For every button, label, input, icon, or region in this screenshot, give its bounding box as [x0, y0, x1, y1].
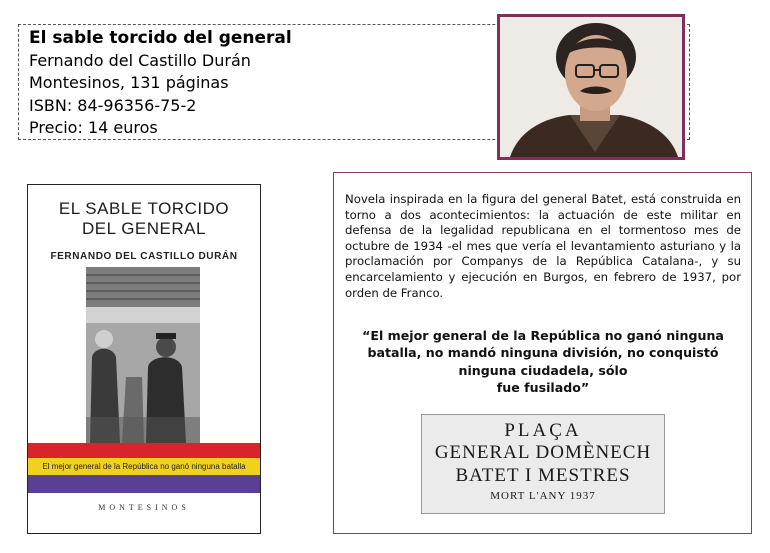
book-cover — [27, 184, 261, 534]
cover-title — [28, 199, 260, 239]
cover-historical-photo — [86, 267, 200, 443]
cover-stripe-purple — [28, 475, 260, 493]
cover-stripe-yellow — [28, 458, 260, 475]
plaque-line: GENERAL DOMÈNECH — [434, 442, 652, 463]
cover-author: FERNANDO DEL CASTILLO DURÁN — [50, 251, 238, 262]
quote-line: fue fusilado” — [496, 379, 590, 395]
cover-title-line: EL SABLE TORCIDO — [58, 199, 230, 218]
quote — [344, 327, 742, 396]
book-price: Precio: 14 euros — [29, 118, 158, 137]
quote-line: batalla, no mandó ninguna división, no conquistó — [367, 345, 719, 361]
cover-photo-image — [86, 267, 200, 443]
street-plaque-image — [421, 414, 665, 514]
cover-title-line: DEL GENERAL — [82, 219, 206, 238]
author-portrait-image — [500, 17, 682, 157]
book-author: Fernando del Castillo Durán — [29, 50, 251, 70]
book-title: El sable torcido del general — [29, 28, 292, 48]
plaque-line: PLAÇA — [504, 420, 582, 441]
description-text: Novela inspirada en la figura del general Batet, está construida en torno a dos acontecimientos: la actuación de este militar en defensa de la legalidad republicana en el tormentoso mes de octubre de 1934 -el mes que vería el levantamiento asturiano y la proclamación por Companys de la República Catalana-, y su encarcelamiento y ejecución en Burgos, en febrero de 1937, por orden de Franco. — [345, 192, 741, 300]
plaque-line: MORT L'ANY 1937 — [490, 490, 596, 502]
cover-band-text: El mejor general de la República no ganó ninguna batalla — [42, 462, 246, 471]
author-photo — [497, 14, 685, 160]
description-box — [333, 172, 752, 534]
book-publisher-pages: Montesinos, 131 páginas — [29, 73, 229, 92]
quote-line: ninguna ciudadela, sólo — [458, 362, 628, 378]
book-isbn: ISBN: 84-96356-75-2 — [29, 95, 197, 115]
cover-publisher: MONTESINOS — [98, 503, 190, 512]
cover-stripe-red — [28, 443, 260, 458]
plaque-line: BATET I MESTRES — [455, 465, 631, 486]
book-info-text — [29, 27, 292, 140]
quote-line: “El mejor general de la República no ganó ninguna — [362, 328, 724, 343]
